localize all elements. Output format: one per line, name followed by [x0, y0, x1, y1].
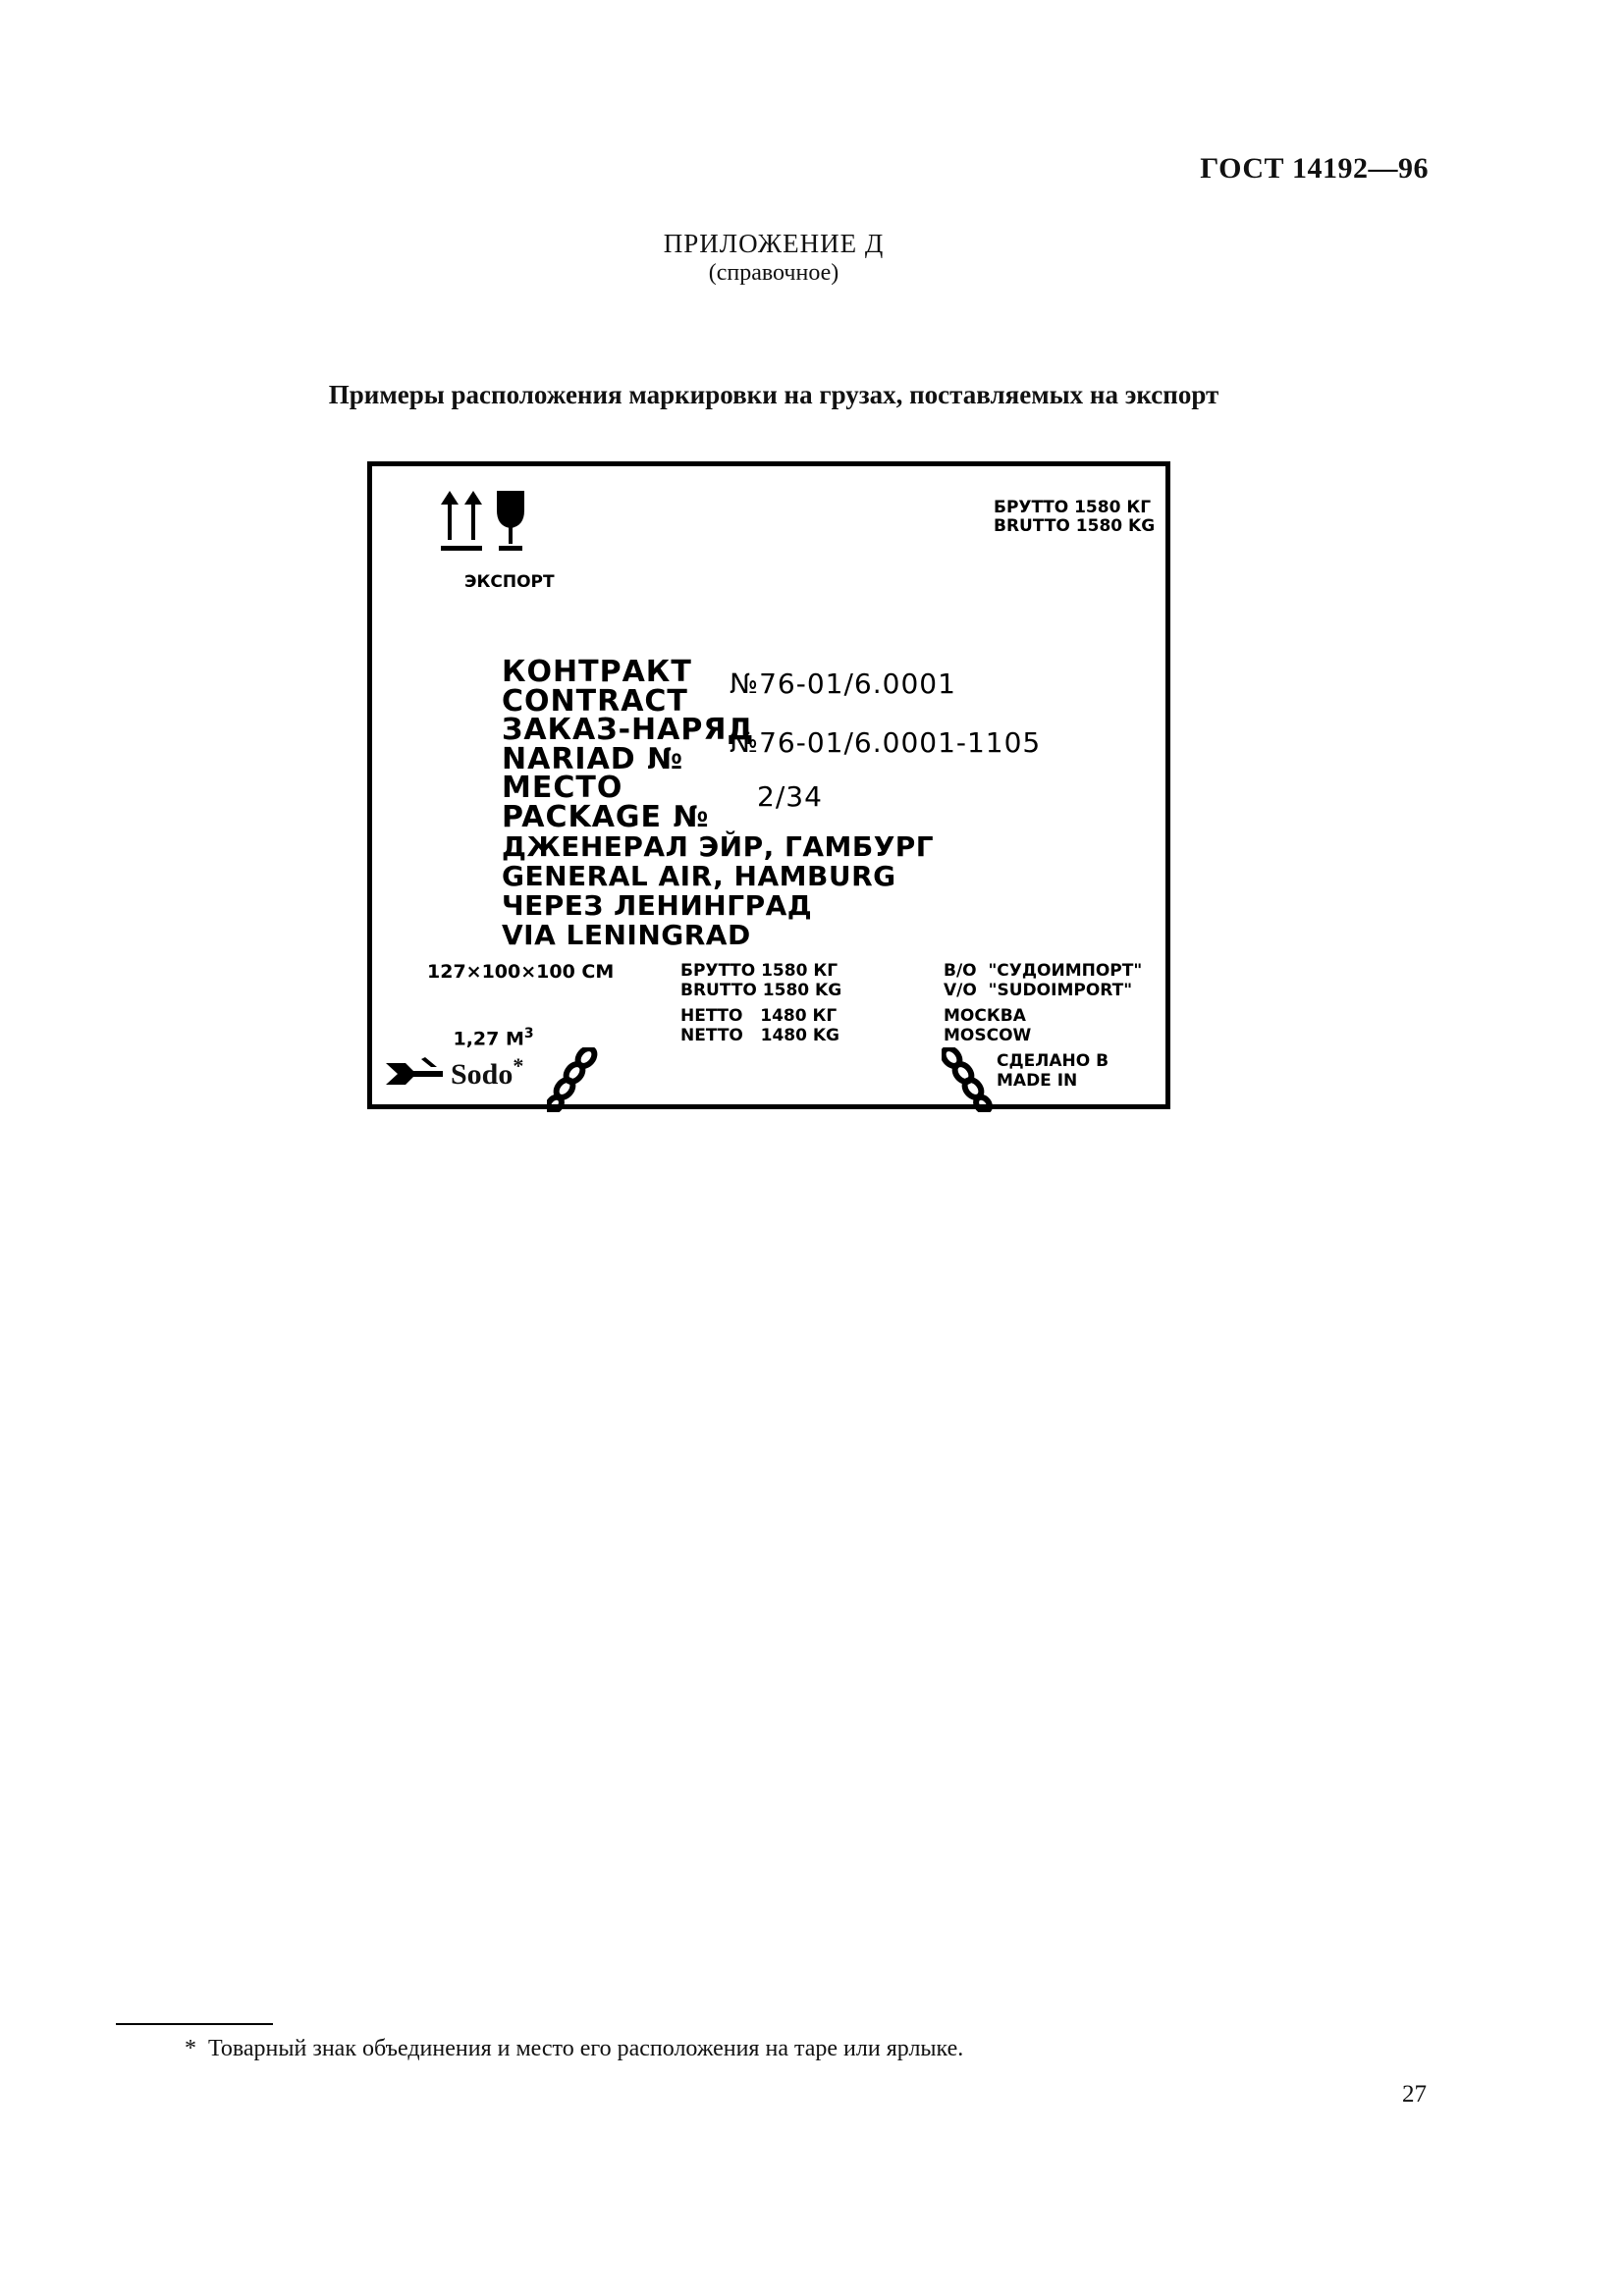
net-weight-en: NETTO 1480 KG	[680, 1026, 839, 1045]
city-ru: МОСКВА	[944, 1006, 1026, 1026]
footnote-divider	[116, 2023, 273, 2025]
volume-number: 1,27	[453, 1028, 500, 1050]
gross-weight-ru: БРУТТО 1580 КГ	[680, 961, 839, 981]
contract-label-ru: КОНТРАКТ	[502, 655, 692, 689]
fragile-glass-icon	[494, 491, 527, 560]
order-label-ru: ЗАКАЗ-НАРЯД	[502, 713, 755, 747]
footnote-text: Товарный знак объединения и место его расположения на таре или ярлыке.	[208, 2036, 964, 2061]
made-in-en: MADE IN	[997, 1071, 1078, 1091]
consignee-en: GENERAL AIR, HAMBURG	[502, 860, 896, 892]
page-number: 27	[1402, 2081, 1427, 2108]
footnote-marker: *	[185, 2036, 196, 2061]
dimensions: 127×100×100 СМ	[427, 961, 615, 983]
via-en: VIA LENINGRAD	[502, 919, 751, 951]
volume-exponent: 3	[523, 1026, 534, 1041]
place-number: 2/34	[757, 780, 823, 813]
gross-weight-ru-top: БРУТТО 1580 КГ	[994, 498, 1152, 517]
city-en: MOSCOW	[944, 1026, 1032, 1045]
made-in-ru: СДЕЛАНО В	[997, 1051, 1109, 1071]
sodo-logo-icon	[386, 1055, 443, 1089]
chain-sling-icon-right	[942, 1047, 993, 1112]
appendix-title: ПРИЛОЖЕНИЕ Д	[663, 229, 885, 258]
export-label-example	[367, 461, 1170, 1109]
standard-code: ГОСТ 14192—96	[1200, 152, 1429, 185]
order-label-en: NARIAD №	[502, 742, 684, 776]
page-heading: Примеры расположения маркировки на грузах, поставляемых на экспорт	[328, 380, 1219, 409]
consignee-ru: ДЖЕНЕРАЛ ЭЙР, ГАМБУРГ	[502, 830, 935, 863]
gross-weight-en: BRUTTO 1580 KG	[680, 981, 842, 1000]
contract-label-en: CONTRACT	[502, 684, 688, 719]
sodo-logo-text: Sodo*	[451, 1053, 524, 1091]
chain-sling-icon	[547, 1047, 598, 1112]
place-label-ru: МЕСТО	[502, 771, 623, 805]
appendix-note: (справочное)	[708, 260, 839, 286]
place-label-en: PACKAGE №	[502, 800, 710, 834]
net-weight-ru: НЕТТО 1480 КГ	[680, 1006, 838, 1026]
gross-weight-en-top: BRUTTO 1580 KG	[994, 516, 1156, 536]
via-ru: ЧЕРЕЗ ЛЕНИНГРАД	[502, 889, 813, 922]
volume-unit: М	[505, 1028, 524, 1050]
export-mark: ЭКСПОРТ	[464, 572, 555, 592]
footnote	[185, 2036, 963, 2062]
contract-number: №76-01/6.0001	[730, 667, 956, 700]
organization-en: V/O "SUDOIMPORT"	[944, 981, 1133, 1000]
order-number: №76-01/6.0001-1105	[730, 726, 1042, 759]
organization-ru: В/О "СУДОИМПОРТ"	[944, 961, 1143, 981]
